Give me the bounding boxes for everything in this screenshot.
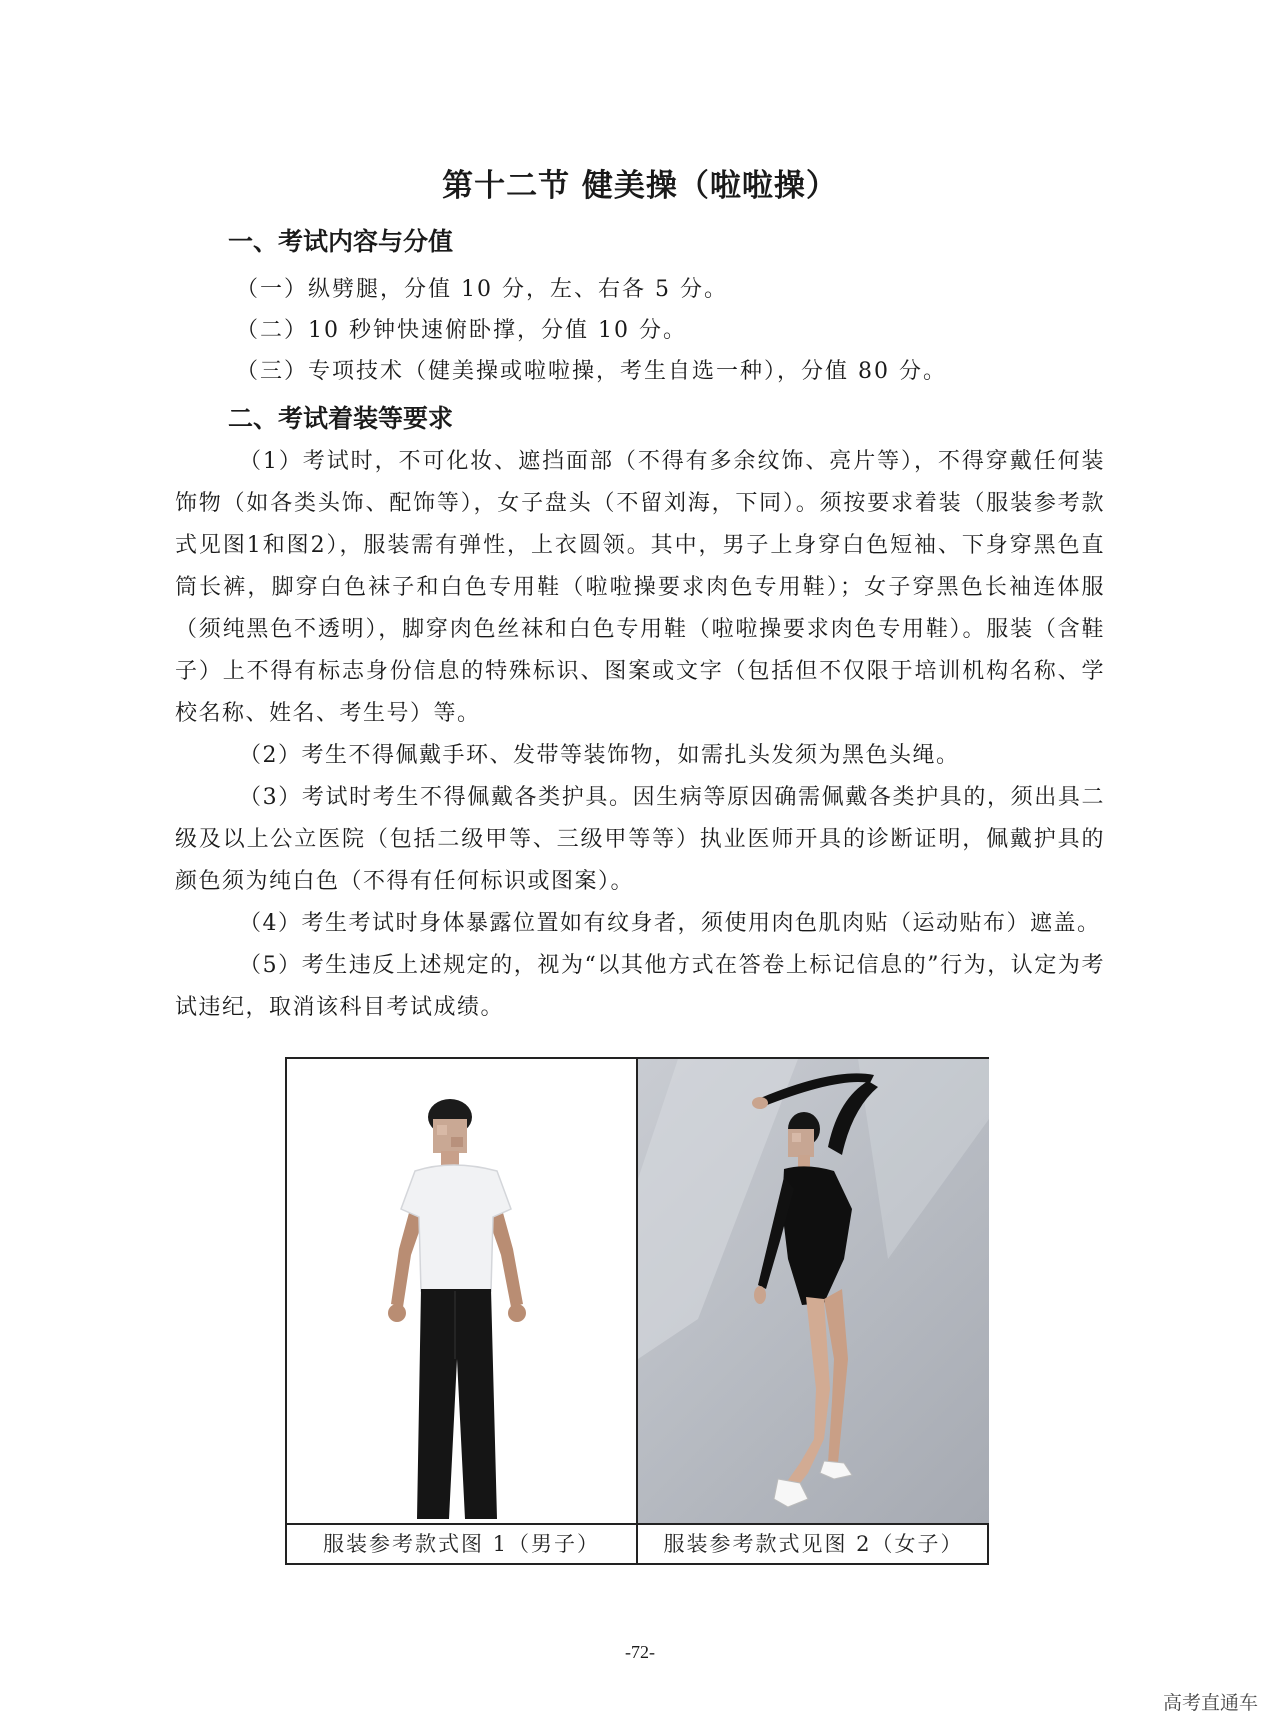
figure-caption-male: 服装参考款式图 1（男子） [322, 1532, 601, 1556]
figure-caption-female: 服装参考款式见图 2（女子） [663, 1532, 964, 1556]
page-title: 第十二节 健美操（啦啦操） [442, 168, 838, 204]
rule-paragraph-1: （1）考试时，不可化妆、遮挡面部（不得有多余纹饰、亮片等），不得穿戴任何装饰物（如各类头饰、配饰等），女子盘头（不留刘海，下同）。须按要求着装（服装参考款式见图1和图2），服装需有弹性，上衣圆领。其中，男子上身穿白色短袖、下身穿黑色直筒长裤，脚穿白色袜子和白色专用鞋（啦啦操要求肉色专用鞋）；女子穿黑色长袖连体服（须纯黑色不透明），脚穿肉色丝袜和白色专用鞋（啦啦操要求肉色专用鞋）。服装（含鞋子）上不得有标志身份信息的特殊标识、图案或文字（包括但不仅限于培训机构名称、学校名称、姓名、考生号）等。 [175, 449, 1105, 726]
attire-reference-figure [285, 1057, 989, 1565]
page-number: -72- [625, 1642, 655, 1662]
rule-paragraph-2: （2）考生不得佩戴手环、发带等装饰物，如需扎头发须为黑色头绳。 [239, 743, 960, 768]
section-heading-content: 一、考试内容与分值 [228, 227, 454, 256]
figure-divider-vertical [636, 1059, 638, 1563]
rule-paragraph-4: （4）考生考试时身体暴露位置如有纹身者，须使用肉色肌肉贴（运动贴布）遮盖。 [239, 911, 1101, 936]
content-item-3: （三）专项技术（健美操或啦啦操，考生自选一种），分值 80 分。 [236, 359, 947, 384]
rule-paragraph-5: （5）考生违反上述规定的，视为“以其他方式在答卷上标记信息的”行为，认定为考试违纪，取消该科目考试成绩。 [175, 953, 1105, 1020]
male-attire-photo [287, 1059, 636, 1523]
content-item-2: （二）10 秒钟快速俯卧撑，分值 10 分。 [236, 318, 687, 343]
content-item-1: （一）纵劈腿，分值 10 分，左、右各 5 分。 [236, 277, 728, 302]
watermark-text: 高考直通车 [1162, 1692, 1258, 1714]
section-heading-dress: 二、考试着装等要求 [228, 404, 454, 433]
female-attire-photo [638, 1059, 989, 1523]
rule-paragraph-3: （3）考试时考生不得佩戴各类护具。因生病等原因确需佩戴各类护具的，须出具二级及以上公立医院（包括二级甲等、三级甲等等）执业医师开具的诊断证明，佩戴护具的颜色须为纯白色（不得有任何标识或图案）。 [175, 785, 1105, 894]
